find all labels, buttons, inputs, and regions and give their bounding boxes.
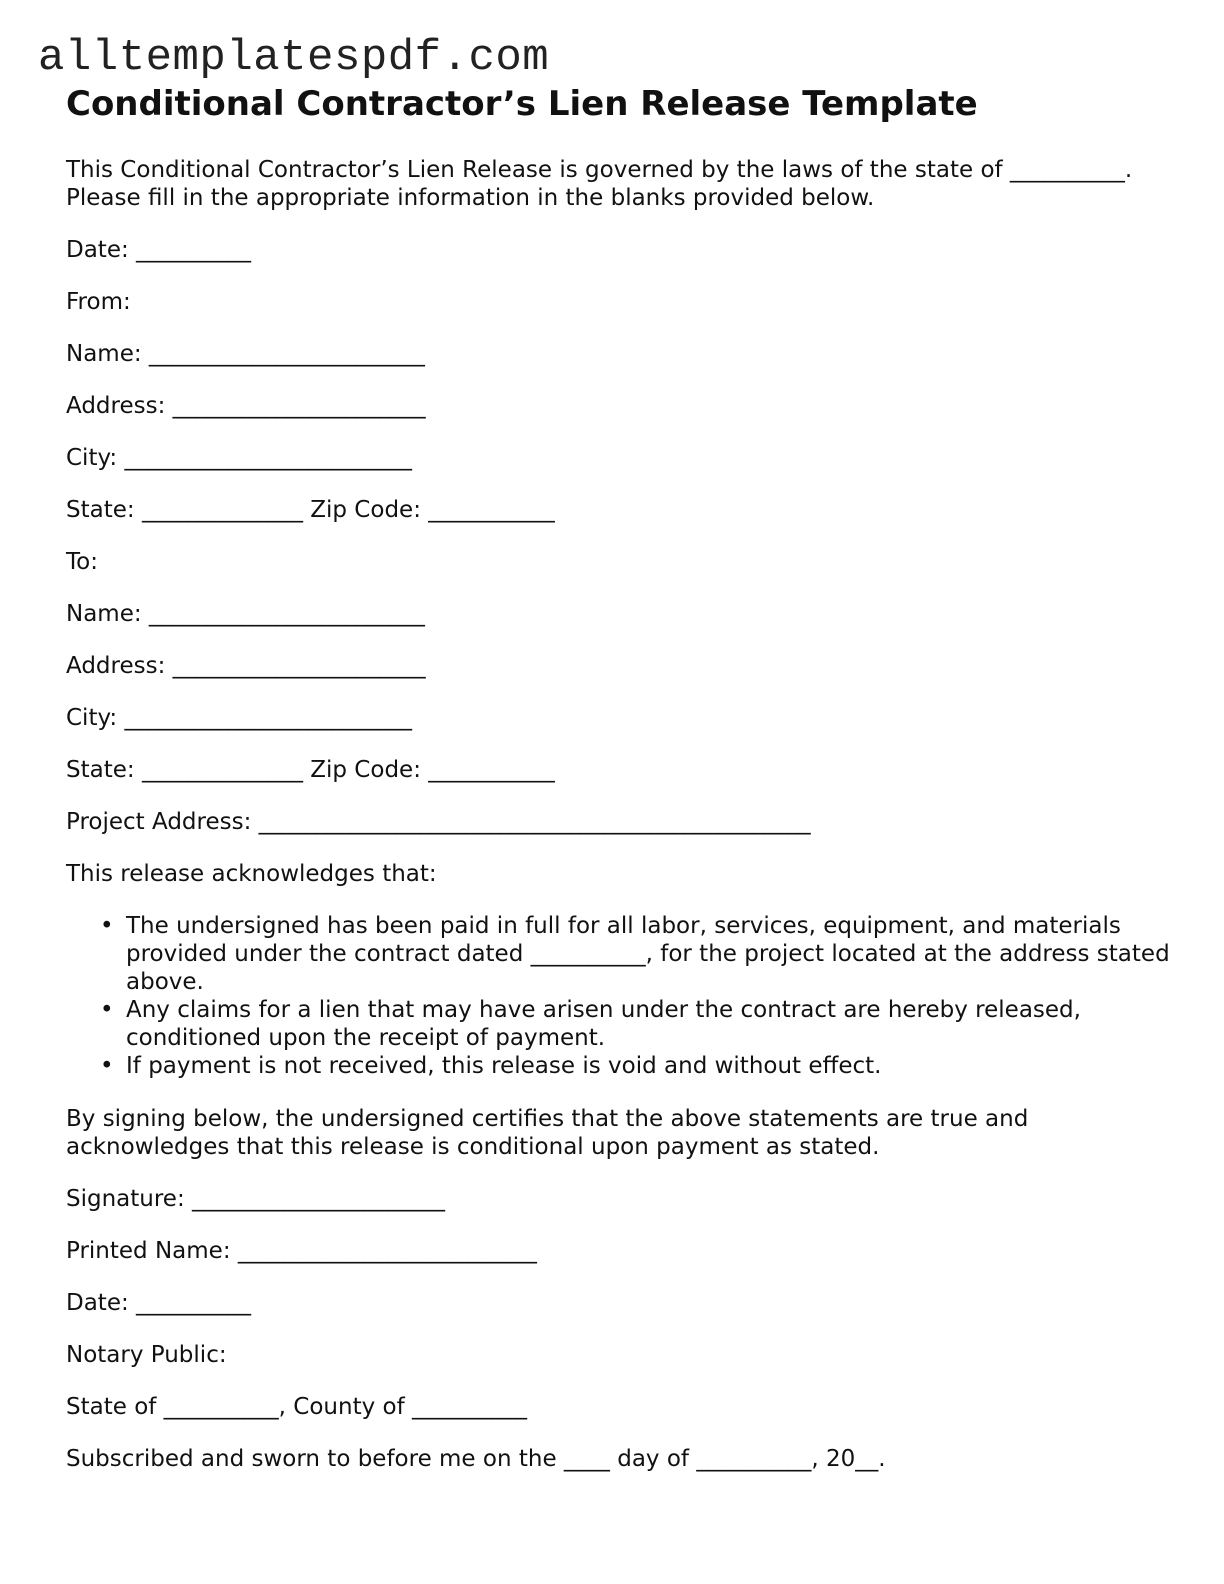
list-item [100, 912, 1216, 996]
signature-field: Signature: ______________________ [66, 1186, 446, 1212]
date-field: Date: __________ [66, 237, 252, 263]
to-state-zip-field: State: ______________ Zip Code: ___________ [66, 757, 555, 783]
bullet-icon: • [100, 913, 114, 939]
project-address-field: Project Address: ________________________________________________ [66, 809, 811, 835]
certify-paragraph: By signing below, the undersigned certifies that the above statements are true and acknowledges that this release is conditional upon payment as stated. [66, 1106, 1029, 1160]
list-item [100, 996, 1216, 1052]
acknowledgement-list [66, 912, 1216, 1080]
bullet-icon: • [100, 997, 114, 1023]
acknowledges-heading: This release acknowledges that: [66, 861, 437, 887]
document-title: Conditional Contractor’s Lien Release Template [66, 84, 978, 124]
from-address-field: Address: ______________________ [66, 393, 426, 419]
from-heading: From: [66, 289, 131, 315]
to-name-field: Name: ________________________ [66, 601, 425, 627]
subscribed-line: Subscribed and sworn to before me on the ____ day of __________, 20__. [66, 1446, 886, 1472]
to-city-field: City: _________________________ [66, 705, 412, 731]
state-county-field: State of __________, County of __________ [66, 1394, 527, 1420]
to-address-field: Address: ______________________ [66, 653, 426, 679]
intro-paragraph: This Conditional Contractor’s Lien Release is governed by the laws of the state of __________. Please fill in the appropriate information in the blanks provided below. [66, 157, 1133, 211]
bullet-icon: • [100, 1053, 114, 1079]
sign-date-field: Date: __________ [66, 1290, 252, 1316]
printed-name-field: Printed Name: __________________________ [66, 1238, 537, 1264]
notary-heading: Notary Public: [66, 1342, 227, 1368]
list-item [100, 1052, 1216, 1080]
list-item-text: Any claims for a lien that may have arisen under the contract are hereby released, conditioned upon the receipt of payment. [126, 997, 1081, 1051]
from-state-zip-field: State: ______________ Zip Code: ___________ [66, 497, 555, 523]
from-city-field: City: _________________________ [66, 445, 412, 471]
watermark: alltemplatespdf.com [38, 33, 550, 83]
from-name-field: Name: ________________________ [66, 341, 425, 367]
to-heading: To: [66, 549, 98, 575]
list-item-text: The undersigned has been paid in full for all labor, services, equipment, and materials provided under the contract dated __________, for the project located at the address stated above. [126, 913, 1170, 995]
list-item-text: If payment is not received, this release is void and without effect. [126, 1053, 882, 1079]
